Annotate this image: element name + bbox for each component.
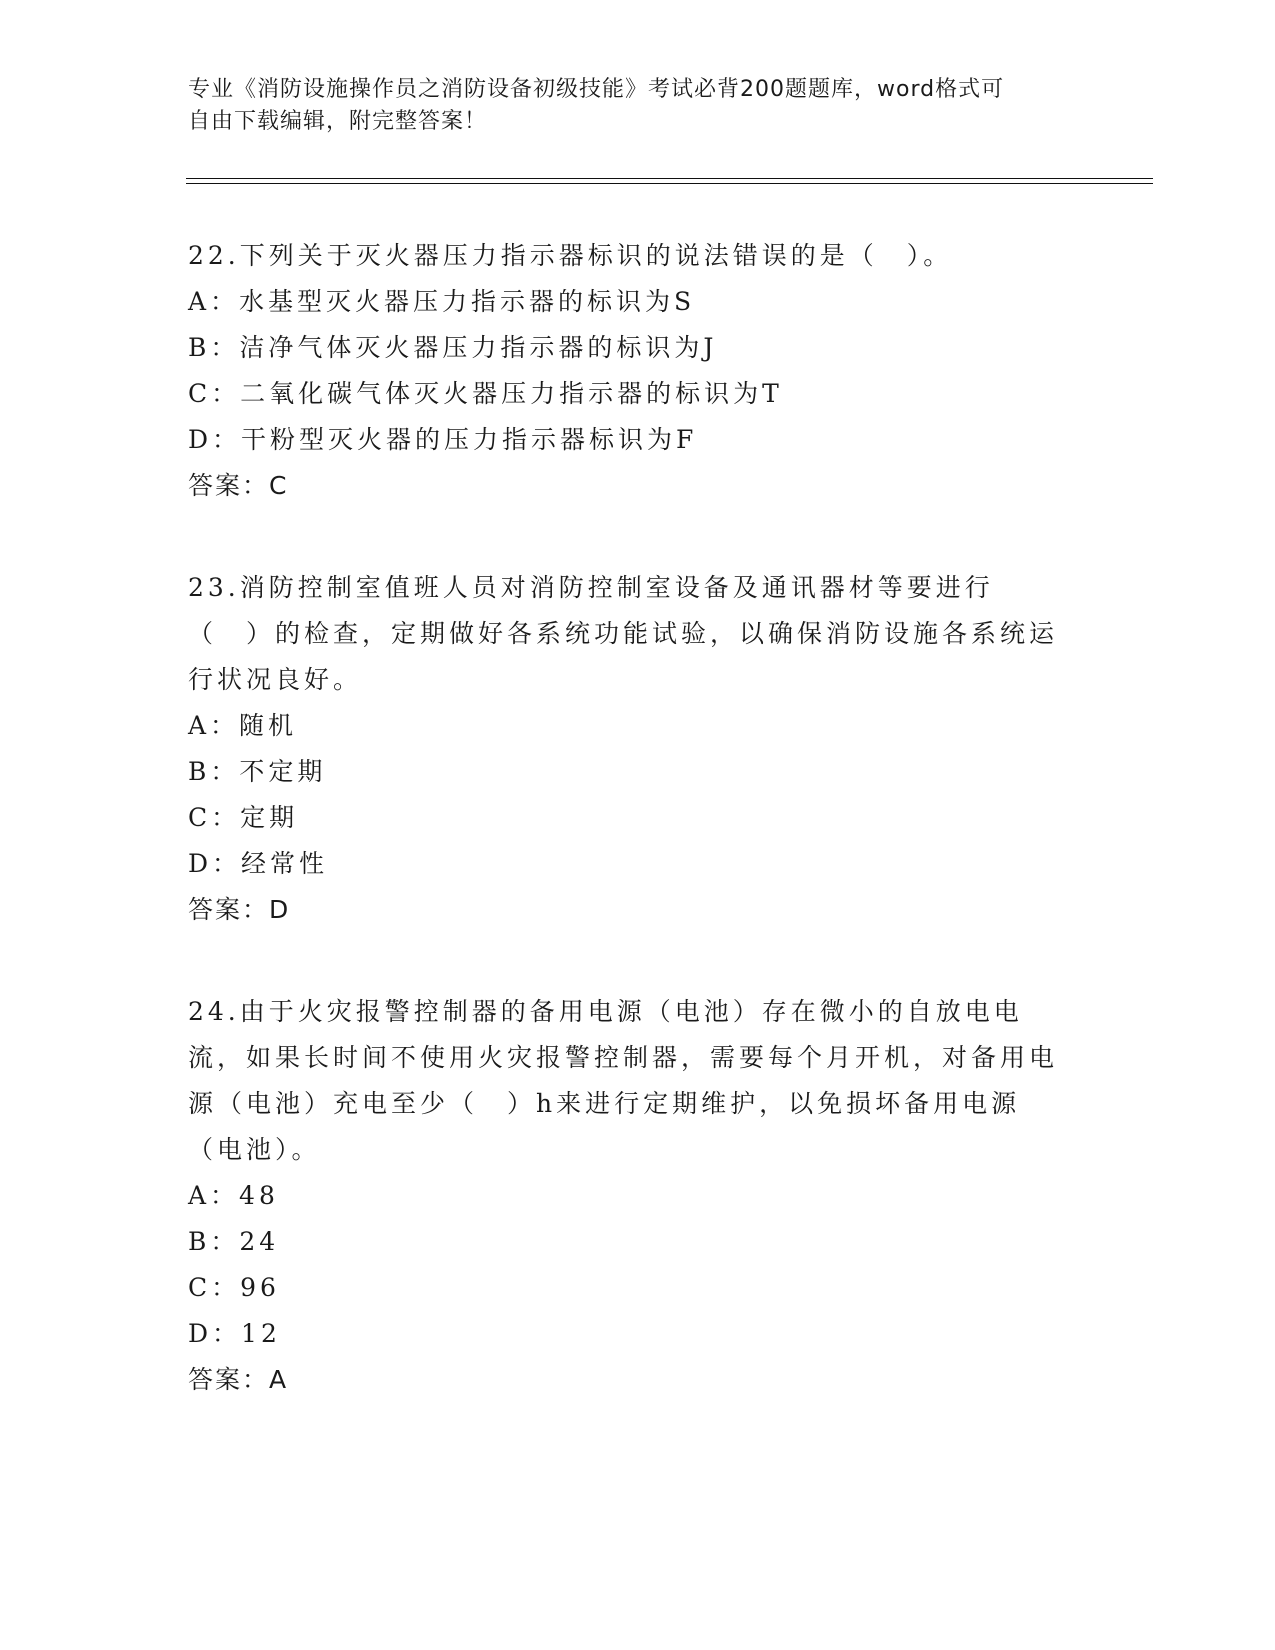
option-c: C：定期 bbox=[188, 803, 299, 832]
option-c: C：96 bbox=[188, 1273, 280, 1302]
option-b: B：24 bbox=[188, 1227, 280, 1256]
answer: 答案：A bbox=[188, 1365, 289, 1394]
header-divider-top bbox=[186, 178, 1153, 179]
question-stem: 24.由于火灾报警控制器的备用电源（电池）存在微小的自放电电流，如果长时间不使用火灾报警控制器，需要每个月开机，对备用电源（电池）充电至少（ ）h来进行定期维护，以免损坏备用电源（电池）。 bbox=[188, 997, 1059, 1164]
header-divider-bottom bbox=[186, 183, 1153, 184]
option-c: C：二氧化碳气体灭火器压力指示器的标识为T bbox=[188, 379, 783, 408]
question-24 bbox=[188, 989, 1068, 1403]
option-d: D：12 bbox=[188, 1319, 281, 1348]
header-line-1: 专业《消防设施操作员之消防设备初级技能》考试必背200题题库，word格式可 bbox=[188, 77, 1005, 102]
option-d: D：经常性 bbox=[188, 849, 329, 878]
question-23 bbox=[188, 565, 1068, 933]
question-22 bbox=[188, 233, 1068, 509]
header-line-2: 自由下载编辑，附完整答案！ bbox=[188, 109, 488, 134]
option-a: A：水基型灭火器压力指示器的标识为S bbox=[188, 287, 696, 316]
option-d: D：干粉型灭火器的压力指示器标识为F bbox=[188, 425, 698, 454]
document-header bbox=[188, 74, 1068, 138]
answer: 答案：C bbox=[188, 471, 289, 500]
option-a: A：随机 bbox=[188, 711, 298, 740]
option-b: B：洁净气体灭火器压力指示器的标识为J bbox=[188, 333, 718, 362]
answer: 答案：D bbox=[188, 895, 291, 924]
question-stem: 23.消防控制室值班人员对消防控制室设备及通讯器材等要进行（ ）的检查，定期做好各系统功能试验，以确保消防设施各系统运行状况良好。 bbox=[188, 573, 1059, 694]
option-a: A：48 bbox=[188, 1181, 279, 1210]
question-list bbox=[188, 233, 1068, 1459]
option-b: B：不定期 bbox=[188, 757, 327, 786]
question-stem: 22.下列关于灭火器压力指示器标识的说法错误的是（ ）。 bbox=[188, 241, 953, 270]
